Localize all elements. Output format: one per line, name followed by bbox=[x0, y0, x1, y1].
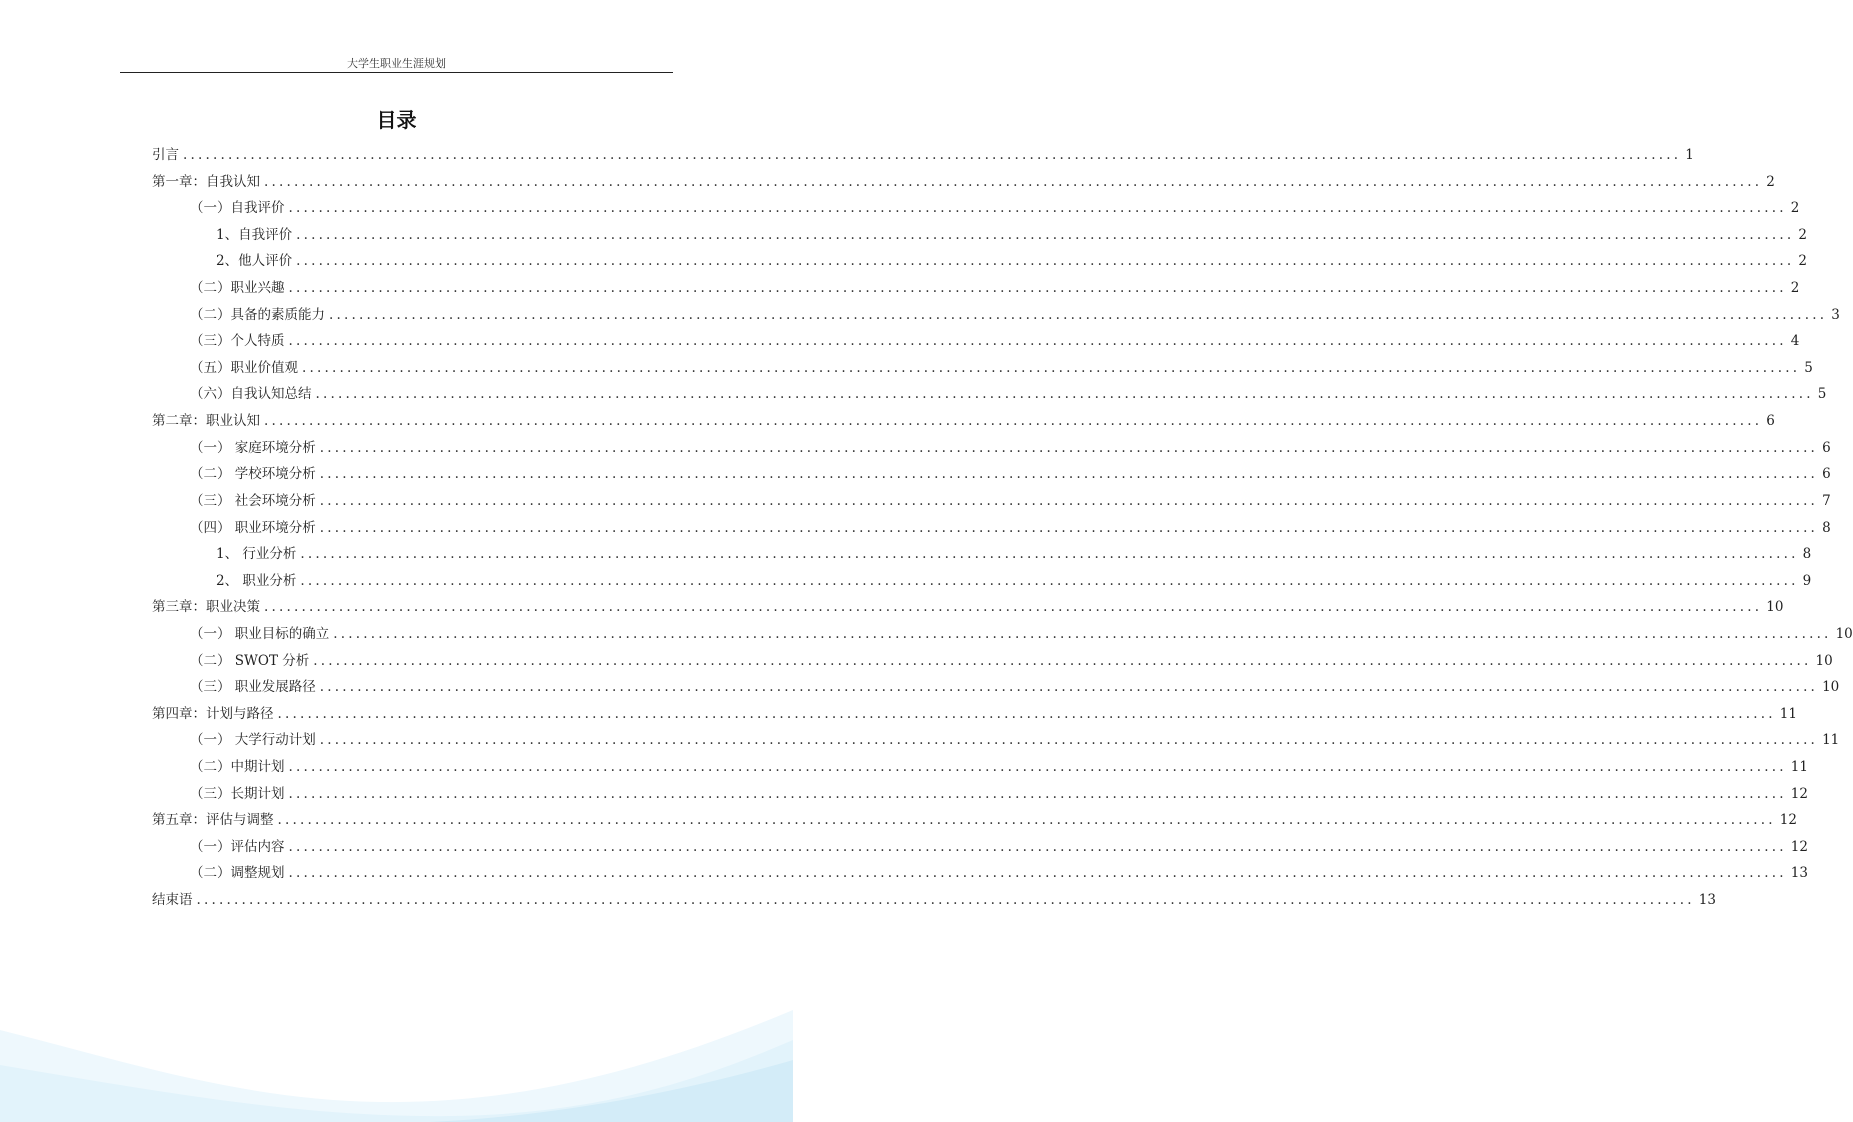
toc-entry-page-number: 12 bbox=[1790, 838, 1808, 855]
toc-entry[interactable] bbox=[152, 381, 1827, 408]
toc-entry-label: （四） 职业环境分析 bbox=[190, 519, 316, 536]
toc-entry-page-number: 10 bbox=[1815, 652, 1833, 669]
toc-entry-page-number: 10 bbox=[1766, 599, 1784, 616]
toc-entry-label: 第三章：职业决策 bbox=[152, 599, 260, 616]
dot-leader: ........................................................................................................................................................................................................ bbox=[296, 253, 1795, 270]
dot-leader: ........................................................................................................................................................................................................ bbox=[288, 280, 1787, 297]
dot-leader: ........................................................................................................................................................................................................ bbox=[288, 333, 1787, 350]
toc-entry-page-number: 8 bbox=[1802, 546, 1812, 563]
toc-entry[interactable] bbox=[152, 355, 1813, 382]
toc-entry-page-number: 12 bbox=[1779, 812, 1797, 829]
toc-entry[interactable] bbox=[152, 488, 1831, 515]
toc-entry[interactable] bbox=[152, 568, 1812, 595]
toc-entry[interactable] bbox=[152, 648, 1833, 675]
toc-entry-label: （五）职业价值观 bbox=[190, 359, 298, 376]
toc-entry[interactable] bbox=[152, 727, 1840, 754]
toc-entry[interactable] bbox=[152, 887, 1716, 914]
dot-leader: ........................................................................................................................................................................................................ bbox=[300, 572, 1799, 589]
dot-leader: ........................................................................................................................................................................................................ bbox=[277, 812, 1776, 829]
toc-entry-label: （六）自我认知总结 bbox=[190, 386, 312, 403]
toc-entry-page-number: 6 bbox=[1822, 466, 1831, 483]
toc-entry-page-number: 6 bbox=[1822, 439, 1831, 456]
running-header: 大学生职业生涯规划 bbox=[347, 57, 446, 70]
toc-entry-label: （一） 家庭环境分析 bbox=[190, 439, 316, 456]
toc-entry-label: 1、 行业分析 bbox=[216, 546, 297, 563]
toc-entry[interactable] bbox=[152, 408, 1775, 435]
toc-entry-page-number: 7 bbox=[1822, 492, 1831, 509]
toc-entry-page-number: 11 bbox=[1790, 759, 1808, 776]
toc-entry[interactable] bbox=[152, 222, 1807, 249]
toc-entry-label: （一） 职业目标的确立 bbox=[190, 625, 330, 642]
toc-entry-label: （三） 职业发展路径 bbox=[190, 679, 316, 696]
toc-entry-page-number: 10 bbox=[1835, 625, 1853, 642]
dot-leader: ........................................................................................................................................................................................................ bbox=[288, 865, 1787, 882]
toc-entry-page-number: 12 bbox=[1790, 785, 1808, 802]
toc-entry[interactable] bbox=[152, 302, 1840, 329]
toc-entry-page-number: 11 bbox=[1779, 705, 1797, 722]
toc-entry-page-number: 2 bbox=[1790, 280, 1800, 297]
header-rule bbox=[120, 72, 673, 73]
toc-entry[interactable] bbox=[152, 701, 1797, 728]
toc-entry-label: （二）具备的素质能力 bbox=[190, 306, 325, 323]
toc-entry-label: 引言 bbox=[152, 147, 179, 163]
toc-entry[interactable] bbox=[152, 674, 1840, 701]
toc-entry-label: 2、他人评价 bbox=[216, 253, 293, 270]
toc-entry-page-number: 5 bbox=[1804, 359, 1813, 376]
dot-leader: ........................................................................................................................................................................................................ bbox=[300, 546, 1799, 563]
toc-entry[interactable] bbox=[152, 195, 1800, 222]
toc-entry-label: 第二章：职业认知 bbox=[152, 413, 260, 430]
dot-leader: ........................................................................................................................................................................................................ bbox=[296, 226, 1795, 243]
toc-entry-label: （一） 大学行动计划 bbox=[190, 732, 316, 749]
dot-leader: ........................................................................................................................................................................................................ bbox=[288, 838, 1787, 855]
toc-entry-label: （三）长期计划 bbox=[190, 785, 285, 802]
toc-entry[interactable] bbox=[152, 594, 1784, 621]
dot-leader: ........................................................................................................................................................................................................ bbox=[333, 625, 1832, 642]
dot-leader: ........................................................................................................................................................................................................ bbox=[264, 413, 1763, 430]
dot-leader: ........................................................................................................................................................................................................ bbox=[319, 732, 1819, 749]
toc-entry[interactable] bbox=[152, 781, 1808, 808]
dot-leader: ........................................................................................................................................................................................................ bbox=[319, 439, 1819, 456]
dot-leader: ........................................................................................................................................................................................................ bbox=[319, 492, 1819, 509]
toc-entry-page-number: 2 bbox=[1790, 200, 1800, 217]
toc-entry[interactable] bbox=[152, 541, 1812, 568]
toc-entry-page-number: 2 bbox=[1798, 253, 1807, 270]
decorative-wave-background bbox=[0, 990, 793, 1122]
toc-entry[interactable] bbox=[152, 834, 1808, 861]
dot-leader: ........................................................................................................................................................................................................ bbox=[196, 892, 1695, 909]
dot-leader: ........................................................................................................................................................................................................ bbox=[288, 759, 1787, 776]
dot-leader: ........................................................................................................................................................................................................ bbox=[183, 147, 1682, 163]
toc-entry-page-number: 13 bbox=[1698, 892, 1716, 909]
toc-entry-page-number: 5 bbox=[1817, 386, 1827, 403]
toc-entry-label: （二）职业兴趣 bbox=[190, 280, 285, 297]
toc-entry[interactable] bbox=[152, 328, 1800, 355]
toc-title: 目录 bbox=[376, 108, 417, 132]
dot-leader: ........................................................................................................................................................................................................ bbox=[329, 306, 1828, 323]
toc-entry[interactable] bbox=[152, 169, 1775, 196]
toc-entry[interactable] bbox=[152, 621, 1853, 648]
toc-entry[interactable] bbox=[152, 275, 1800, 302]
toc-entry-label: （三）个人特质 bbox=[190, 333, 285, 350]
dot-leader: ........................................................................................................................................................................................................ bbox=[302, 359, 1801, 376]
dot-leader: ........................................................................................................................................................................................................ bbox=[264, 173, 1763, 190]
dot-leader: ........................................................................................................................................................................................................ bbox=[264, 599, 1763, 616]
toc-entry-label: （一）评估内容 bbox=[190, 838, 285, 855]
toc-entry-label: 第一章：自我认知 bbox=[152, 173, 260, 190]
toc-entry-page-number: 10 bbox=[1822, 679, 1840, 696]
toc-entry[interactable] bbox=[152, 754, 1808, 781]
toc-entry-label: （二）中期计划 bbox=[190, 759, 285, 776]
toc-entry-page-number: 9 bbox=[1802, 572, 1812, 589]
dot-leader: ........................................................................................................................................................................................................ bbox=[288, 785, 1787, 802]
toc-entry[interactable] bbox=[152, 461, 1831, 488]
toc-entry-label: 2、 职业分析 bbox=[216, 572, 297, 589]
toc-entry-page-number: 8 bbox=[1822, 519, 1831, 536]
toc-entry-label: （二） 学校环境分析 bbox=[190, 466, 316, 483]
toc-entry-label: （二） SWOT 分析 bbox=[190, 652, 310, 669]
dot-leader: ........................................................................................................................................................................................................ bbox=[277, 705, 1776, 722]
dot-leader: ........................................................................................................................................................................................................ bbox=[319, 679, 1819, 696]
dot-leader: ........................................................................................................................................................................................................ bbox=[315, 386, 1814, 403]
toc-entry[interactable] bbox=[152, 515, 1831, 542]
toc-entry-page-number: 11 bbox=[1822, 732, 1840, 749]
toc-entry-label: （一）自我评价 bbox=[190, 200, 285, 217]
toc-entry-label: 第四章：计划与路径 bbox=[152, 705, 274, 722]
table-of-contents bbox=[152, 142, 1853, 914]
dot-leader: ........................................................................................................................................................................................................ bbox=[319, 466, 1819, 483]
toc-entry-label: 1、自我评价 bbox=[216, 226, 293, 243]
toc-entry-page-number: 6 bbox=[1766, 413, 1775, 430]
dot-leader: ........................................................................................................................................................................................................ bbox=[313, 652, 1812, 669]
toc-entry[interactable] bbox=[152, 142, 1694, 169]
toc-entry-page-number: 2 bbox=[1798, 226, 1807, 243]
toc-entry-label: 结束语 bbox=[152, 892, 193, 909]
toc-entry[interactable] bbox=[152, 860, 1808, 887]
toc-entry-page-number: 3 bbox=[1831, 306, 1840, 323]
toc-entry[interactable] bbox=[152, 807, 1797, 834]
toc-entry-page-number: 1 bbox=[1685, 147, 1694, 163]
toc-entry-label: （二）调整规划 bbox=[190, 865, 285, 882]
toc-entry-page-number: 13 bbox=[1790, 865, 1808, 882]
dot-leader: ........................................................................................................................................................................................................ bbox=[319, 519, 1819, 536]
dot-leader: ........................................................................................................................................................................................................ bbox=[288, 200, 1787, 217]
toc-entry-page-number: 4 bbox=[1790, 333, 1800, 350]
toc-entry[interactable] bbox=[152, 248, 1807, 275]
toc-entry-page-number: 2 bbox=[1766, 173, 1775, 190]
toc-entry-label: 第五章：评估与调整 bbox=[152, 812, 274, 829]
toc-entry-label: （三） 社会环境分析 bbox=[190, 492, 316, 509]
toc-entry[interactable] bbox=[152, 435, 1831, 462]
